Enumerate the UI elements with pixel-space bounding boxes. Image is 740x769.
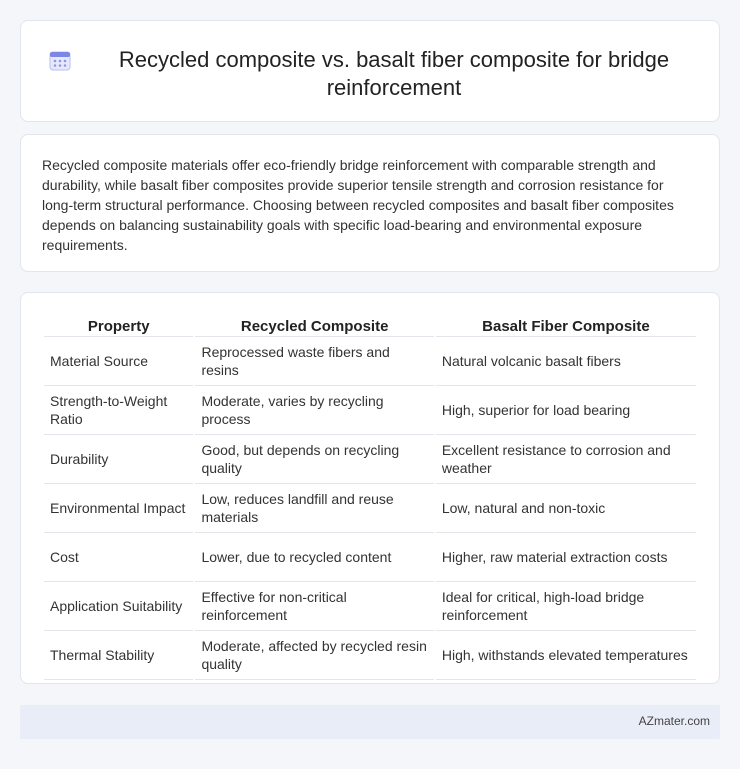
property-cell: Application Suitability [44, 582, 193, 631]
recycled-cell: Moderate, affected by recycled resin quality [195, 631, 433, 680]
table-row [44, 435, 696, 484]
property-cell: Thermal Stability [44, 631, 193, 680]
basalt-cell: Higher, raw material extraction costs [436, 533, 696, 582]
recycled-cell: Effective for non-critical reinforcement [195, 582, 433, 631]
calendar-icon [49, 49, 71, 71]
title-card [20, 20, 720, 122]
property-cell: Durability [44, 435, 193, 484]
header-recycled-composite: Recycled Composite [195, 313, 433, 337]
table-row [44, 484, 696, 533]
table-header-row [44, 313, 696, 337]
basalt-cell: Ideal for critical, high-load bridge reinforcement [436, 582, 696, 631]
basalt-cell: Excellent resistance to corrosion and weather [436, 435, 696, 484]
basalt-cell: High, withstands elevated temperatures [436, 631, 696, 680]
summary-card [20, 134, 720, 272]
basalt-cell: Low, natural and non-toxic [436, 484, 696, 533]
recycled-cell: Moderate, varies by recycling process [195, 386, 433, 435]
basalt-cell: High, superior for load bearing [436, 386, 696, 435]
property-cell: Environmental Impact [44, 484, 193, 533]
table-row [44, 337, 696, 386]
summary-paragraph: Recycled composite materials offer eco-friendly bridge reinforcement with comparable strength and durability, while basalt fiber composites provide superior tensile strength and corrosion resistance for long-term structural performance. Choosing between recycled composites and basalt fiber composites depends on balancing sustainability goals with specific load-bearing and environmental exposure requirements. [42, 157, 674, 253]
property-cell: Strength-to-Weight Ratio [44, 386, 193, 435]
property-cell: Material Source [44, 337, 193, 386]
header-property: Property [44, 313, 193, 337]
table-row [44, 533, 696, 582]
footer-brand-link[interactable]: AZmater.com [638, 714, 710, 728]
recycled-cell: Lower, due to recycled content [195, 533, 433, 582]
comparison-table-card [20, 292, 720, 684]
table-row [44, 582, 696, 631]
comparison-table [42, 313, 698, 680]
recycled-cell: Good, but depends on recycling quality [195, 435, 433, 484]
property-cell: Cost [44, 533, 193, 582]
recycled-cell: Low, reduces landfill and reuse materials [195, 484, 433, 533]
page-title: Recycled composite vs. basalt fiber composite for bridge reinforcement [118, 47, 670, 100]
footer-bar [20, 705, 720, 739]
table-row [44, 631, 696, 680]
basalt-cell: Natural volcanic basalt fibers [436, 337, 696, 386]
table-row [44, 386, 696, 435]
header-basalt-fiber-composite: Basalt Fiber Composite [436, 313, 696, 337]
recycled-cell: Reprocessed waste fibers and resins [195, 337, 433, 386]
